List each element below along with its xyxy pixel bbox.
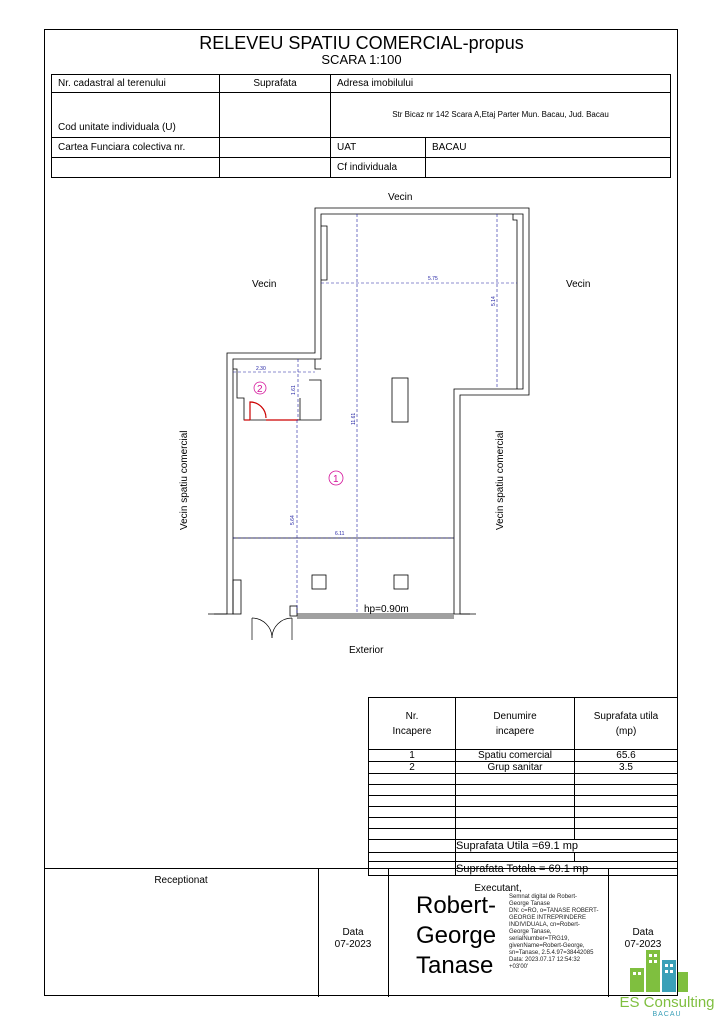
signature-details [509,894,609,971]
empty-row [369,807,678,818]
empty-row [369,796,678,807]
logo-name: ES Consulting [619,994,715,1011]
room-1-label: 1 [333,474,339,485]
vecin-spatiu-right: Vecin spatiu comercial [495,430,506,530]
empty-row [369,853,678,862]
row-area: 3.5 [575,762,678,774]
data-left-value: 07-2023 [334,939,372,950]
table-row [369,750,678,762]
exterior-label: Exterior [349,645,384,656]
signature-detail-line: givenName=Robert-George, [509,943,585,949]
signature-detail-line: GEORGE INTREPRINDERE [509,915,587,921]
adresa-label: Adresa imobilului [331,75,671,93]
dim-514: 5.14 [491,296,497,306]
header-nr-line1: Nr. [405,710,419,722]
room-2-label: 2 [257,384,263,395]
data-right-label: Data [632,927,654,938]
signature-detail-line: Semnat digital de Robert- [509,894,578,900]
dim-230: 2.30 [256,366,266,372]
rooms-table [368,697,678,876]
dim-161: 1.61 [291,385,297,395]
header-nr-line2: Incapere [392,725,432,737]
row-nr: 2 [369,762,456,774]
data-left-label: Data [342,927,364,938]
receptionat-label: Receptionat [154,875,208,886]
header-suprafata-line1: Suprafata utila [593,710,659,722]
page-title: RELEVEU SPATIU COMERCIAL-propus [199,33,524,53]
hp-label: hp=0.90m [364,604,409,615]
row-nr: 1 [369,750,456,762]
data-right-value: 07-2023 [624,939,662,950]
signature-detail-line: sn=Tanase, 2.5.4.97=38442085 [509,950,594,956]
building-logo-icon [628,942,688,992]
signature-line-2: George [416,922,497,949]
entrance-door [252,618,292,640]
nr-cadastral-label: Nr. cadastral al terenului [52,75,220,93]
uat-label: UAT [331,137,426,157]
signature-detail-line: George Tanase, [509,929,552,935]
signature-detail-line: serialNumber=TRG19, [509,936,570,942]
adresa-value: Str Bicaz nr 142 Scara A,Etaj Parter Mun. Bacau, Jud. Bacau [331,93,671,137]
dim-564: 5.64 [290,515,296,525]
signature-line-3: Tanase [416,952,494,979]
signature-detail-line: +03'00' [509,964,529,970]
empty-row [369,774,678,785]
header-nr [369,698,456,750]
logo [611,994,723,1018]
footer [44,868,678,997]
suprafata-label: Suprafata [220,75,331,93]
row-area: 65.6 [575,750,678,762]
vecin-top: Vecin [388,192,413,203]
executant-label: Executant, [474,883,522,894]
header-suprafata-line2: (mp) [615,725,637,737]
header-denumire [456,698,575,750]
table-row [369,762,678,774]
dim-611: 6.11 [335,531,345,537]
dim-575: 5.75 [428,276,438,282]
carte-funciara-label: Cartea Funciara colectiva nr. [52,137,220,157]
signature-detail-line: George Tanase [509,901,550,907]
empty-row [369,785,678,796]
signature-line-1: Robert- [416,892,497,919]
row-name: Spatiu comercial [456,750,575,762]
empty-row [369,818,678,829]
vecin-spatiu-left: Vecin spatiu comercial [179,430,190,530]
signature-name [416,891,496,981]
empty-row [369,829,678,840]
header-suprafata [575,698,678,750]
data-left [318,927,388,951]
signature-detail-line: INDIVIDUALA, cn=Robert- [509,922,580,928]
suprafata-totala: Suprafata Totala = 69.1 mp [456,862,678,876]
vecin-right: Vecin [566,279,591,290]
header-denumire-line2: incapere [495,725,535,737]
signature-detail-line: DN: c=RO, o=TANASE ROBERT- [509,908,599,914]
walls [208,208,529,618]
suprafata-utila: Suprafata Utila =69.1 mp [456,840,678,853]
logo-sub: BACAU [652,1011,682,1018]
uat-value: BACAU [426,137,671,157]
scale-label: SCARA 1:100 [321,52,402,67]
row-name: Grup sanitar [456,762,575,774]
header-denumire-line1: Denumire [493,710,537,722]
vecin-left: Vecin [252,279,277,290]
cf-individuala-label: Cf individuala [331,157,426,177]
dim-1161: 11.61 [351,412,357,425]
signature-detail-line: Data: 2023.07.17 12:54:32 [509,957,581,963]
cod-unitate-label: Cod unitate individuala (U) [52,93,220,137]
dimension-lines [233,214,517,614]
wc-door [244,402,298,420]
